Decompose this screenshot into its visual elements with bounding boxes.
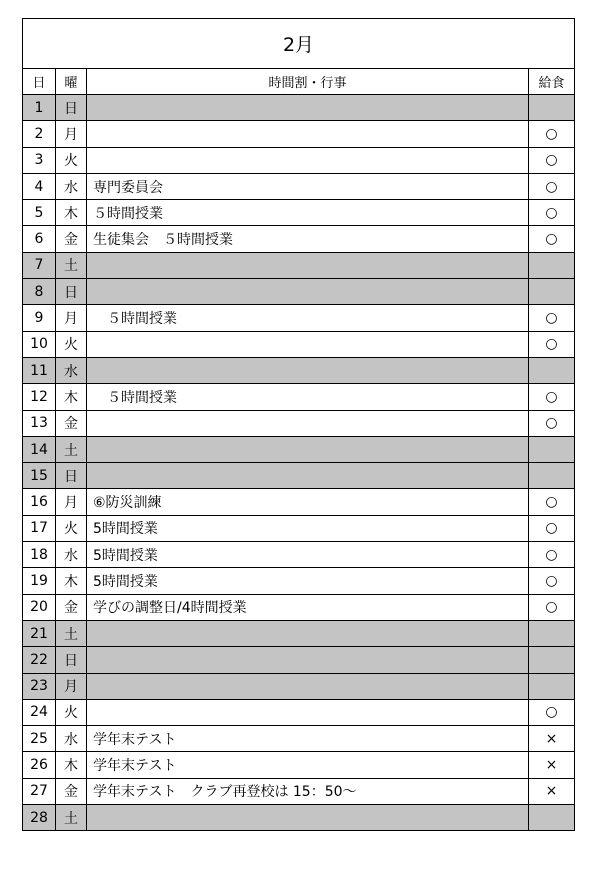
day-cell: 28: [23, 805, 56, 831]
weekday-cell: 火: [56, 147, 87, 173]
table-row: [23, 594, 575, 620]
header-events: 時間割・行事: [87, 69, 529, 95]
weekday-cell: 日: [56, 463, 87, 489]
event-cell: [87, 436, 529, 462]
day-cell: 26: [23, 752, 56, 778]
table-row: [23, 620, 575, 646]
event-cell: [87, 463, 529, 489]
meal-cell: ○: [529, 410, 575, 436]
meal-cell: [529, 357, 575, 383]
event-cell: [87, 95, 529, 121]
meal-cell: [529, 463, 575, 489]
weekday-cell: 木: [56, 200, 87, 226]
day-cell: 8: [23, 279, 56, 305]
event-cell: 学年末テスト: [87, 726, 529, 752]
meal-cell: ○: [529, 515, 575, 541]
table-row: [23, 121, 575, 147]
meal-cell: ○: [529, 147, 575, 173]
table-row: [23, 147, 575, 173]
table-row: [23, 752, 575, 778]
weekday-cell: 木: [56, 384, 87, 410]
table-row: [23, 226, 575, 252]
event-cell: [87, 620, 529, 646]
table-row: [23, 542, 575, 568]
meal-cell: [529, 620, 575, 646]
table-row: [23, 805, 575, 831]
event-cell: [87, 147, 529, 173]
weekday-cell: 月: [56, 305, 87, 331]
event-cell: 5時間授業: [87, 515, 529, 541]
meal-cell: ×: [529, 778, 575, 804]
table-row: [23, 200, 575, 226]
table-row: [23, 173, 575, 199]
meal-cell: ○: [529, 594, 575, 620]
table-row: [23, 778, 575, 804]
event-cell: 5時間授業: [87, 542, 529, 568]
table-row: [23, 699, 575, 725]
event-cell: [87, 699, 529, 725]
weekday-cell: 土: [56, 252, 87, 278]
weekday-cell: 水: [56, 726, 87, 752]
day-cell: 27: [23, 778, 56, 804]
meal-cell: ○: [529, 384, 575, 410]
schedule-table: [22, 18, 575, 831]
day-cell: 23: [23, 673, 56, 699]
table-row: [23, 489, 575, 515]
weekday-cell: 水: [56, 542, 87, 568]
day-cell: 18: [23, 542, 56, 568]
table-row: [23, 384, 575, 410]
day-cell: 25: [23, 726, 56, 752]
weekday-cell: 木: [56, 752, 87, 778]
event-cell: [87, 410, 529, 436]
weekday-cell: 月: [56, 673, 87, 699]
weekday-cell: 木: [56, 568, 87, 594]
event-cell: [87, 331, 529, 357]
day-cell: 4: [23, 173, 56, 199]
day-cell: 7: [23, 252, 56, 278]
meal-cell: [529, 252, 575, 278]
table-row: [23, 331, 575, 357]
day-cell: 3: [23, 147, 56, 173]
meal-cell: ×: [529, 726, 575, 752]
event-cell: 生徒集会 ５時間授業: [87, 226, 529, 252]
weekday-cell: 火: [56, 331, 87, 357]
weekday-cell: 土: [56, 805, 87, 831]
event-cell: 学年末テスト: [87, 752, 529, 778]
month-title: 2月: [23, 19, 575, 69]
day-cell: 15: [23, 463, 56, 489]
table-row: [23, 673, 575, 699]
event-cell: 専門委員会: [87, 173, 529, 199]
event-cell: [87, 673, 529, 699]
meal-cell: ×: [529, 752, 575, 778]
meal-cell: ○: [529, 305, 575, 331]
day-cell: 19: [23, 568, 56, 594]
table-row: [23, 515, 575, 541]
meal-cell: ○: [529, 489, 575, 515]
weekday-cell: 水: [56, 173, 87, 199]
schedule-body: [23, 19, 575, 831]
weekday-cell: 水: [56, 357, 87, 383]
table-row: [23, 305, 575, 331]
weekday-cell: 日: [56, 279, 87, 305]
event-cell: 5時間授業: [87, 568, 529, 594]
weekday-cell: 金: [56, 594, 87, 620]
table-row: [23, 95, 575, 121]
table-row: [23, 463, 575, 489]
event-cell: ５時間授業: [87, 384, 529, 410]
event-cell: [87, 279, 529, 305]
weekday-cell: 土: [56, 436, 87, 462]
weekday-cell: 火: [56, 699, 87, 725]
day-cell: 10: [23, 331, 56, 357]
meal-cell: [529, 673, 575, 699]
day-cell: 6: [23, 226, 56, 252]
event-cell: 学年末テスト クラブ再登校は 15：50～: [87, 778, 529, 804]
event-cell: [87, 121, 529, 147]
meal-cell: [529, 647, 575, 673]
meal-cell: [529, 436, 575, 462]
day-cell: 14: [23, 436, 56, 462]
day-cell: 21: [23, 620, 56, 646]
day-cell: 12: [23, 384, 56, 410]
weekday-cell: 月: [56, 489, 87, 515]
meal-cell: ○: [529, 568, 575, 594]
weekday-cell: 金: [56, 778, 87, 804]
event-cell: ５時間授業: [87, 305, 529, 331]
day-cell: 2: [23, 121, 56, 147]
event-cell: ５時間授業: [87, 200, 529, 226]
day-cell: 11: [23, 357, 56, 383]
title-row: [23, 19, 575, 69]
day-cell: 1: [23, 95, 56, 121]
table-row: [23, 410, 575, 436]
table-row: [23, 726, 575, 752]
table-row: [23, 568, 575, 594]
meal-cell: [529, 95, 575, 121]
day-cell: 24: [23, 699, 56, 725]
table-row: [23, 357, 575, 383]
weekday-cell: 金: [56, 226, 87, 252]
day-cell: 22: [23, 647, 56, 673]
table-row: [23, 436, 575, 462]
weekday-cell: 日: [56, 647, 87, 673]
day-cell: 13: [23, 410, 56, 436]
meal-cell: ○: [529, 200, 575, 226]
table-row: [23, 252, 575, 278]
day-cell: 20: [23, 594, 56, 620]
weekday-cell: 金: [56, 410, 87, 436]
weekday-cell: 日: [56, 95, 87, 121]
day-cell: 17: [23, 515, 56, 541]
meal-cell: ○: [529, 173, 575, 199]
event-cell: [87, 647, 529, 673]
header-meal: 給食: [529, 69, 575, 95]
meal-cell: ○: [529, 121, 575, 147]
weekday-cell: 土: [56, 620, 87, 646]
meal-cell: ○: [529, 542, 575, 568]
day-cell: 9: [23, 305, 56, 331]
table-row: [23, 279, 575, 305]
day-cell: 5: [23, 200, 56, 226]
event-cell: [87, 252, 529, 278]
event-cell: ⑥防災訓練: [87, 489, 529, 515]
event-cell: [87, 805, 529, 831]
event-cell: [87, 357, 529, 383]
header-day: 日: [23, 69, 56, 95]
meal-cell: ○: [529, 699, 575, 725]
table-row: [23, 647, 575, 673]
day-cell: 16: [23, 489, 56, 515]
event-cell: 学びの調整日/4時間授業: [87, 594, 529, 620]
header-weekday: 曜: [56, 69, 87, 95]
weekday-cell: 月: [56, 121, 87, 147]
weekday-cell: 火: [56, 515, 87, 541]
meal-cell: [529, 279, 575, 305]
meal-cell: ○: [529, 226, 575, 252]
meal-cell: [529, 805, 575, 831]
header-row: [23, 69, 575, 95]
meal-cell: ○: [529, 331, 575, 357]
